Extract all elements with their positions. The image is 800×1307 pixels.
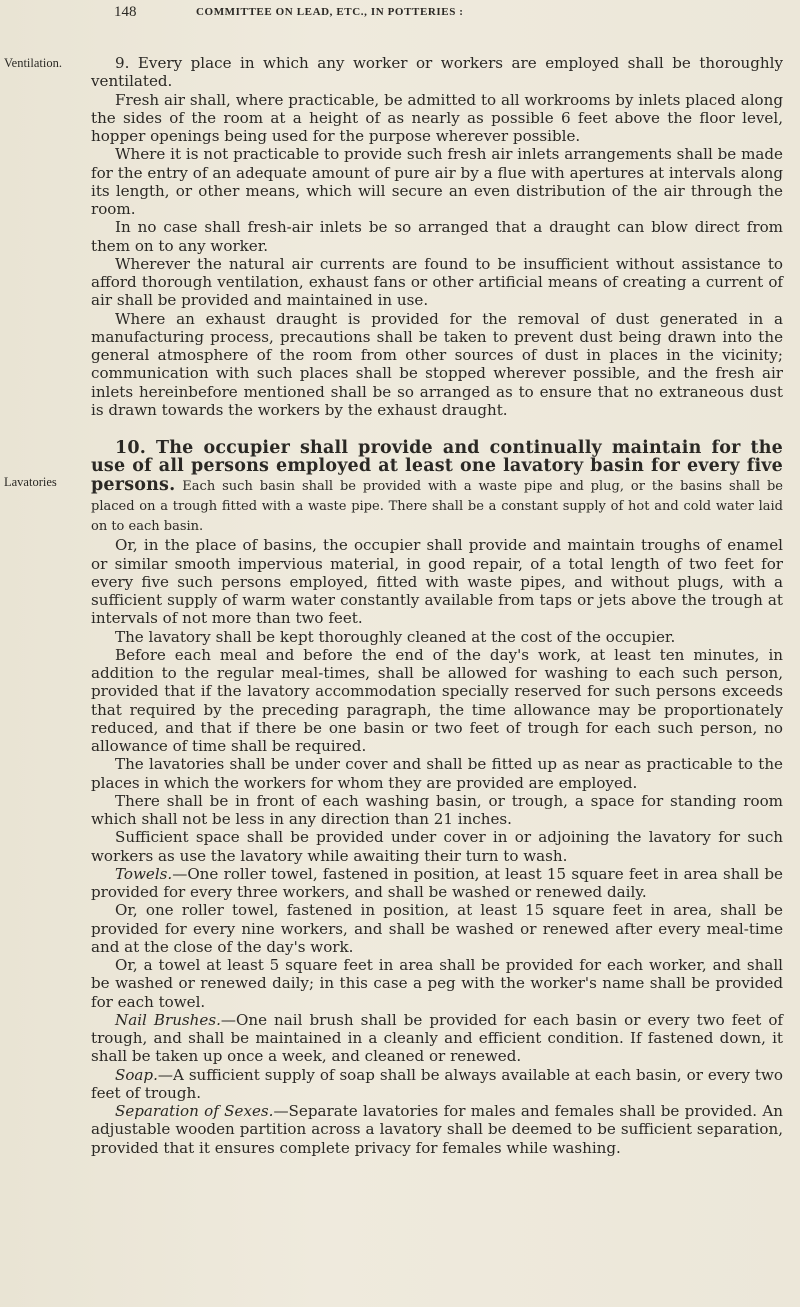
towels-label: Towels. (115, 864, 173, 883)
paragraph: Or, in the place of basins, the occupier shall provide and maintain troughs of enamel or similar smooth impervious material, in good repair, of a total length of two feet for every five such persons employed, fitted with waste pipes, and without plugs, with a sufficient supply of warm water constantly available from taps or jets above the trough at intervals of not more than two feet. (91, 536, 783, 628)
paragraph-soap (91, 1066, 783, 1103)
separation-text: —Separate lavatories for males and females shall be provided. An adjustable wooden partition across a lavatory shall be deemed to be sufficient separation, provided that it ensures complete privacy for females while washing. (91, 1102, 783, 1157)
paragraph: Sufficient space shall be provided under cover in or adjoining the lavatory for such workers as use the lavatory while awaiting their turn to wash. (91, 828, 783, 865)
paragraph: 9. Every place in which any worker or workers are employed shall be thoroughly ventilated. (91, 54, 783, 91)
body-text (91, 32, 783, 1157)
separation-label: Separation of Sexes. (115, 1102, 274, 1120)
soap-label: Soap. (115, 1065, 158, 1084)
margin-note-lavatories: Lavatories (4, 475, 57, 489)
paragraph: Or, a towel at least 5 square feet in area shall be provided for each worker, and shall be washed or renewed daily; in this case a peg with the worker's name shall be provided for each towel. (91, 956, 783, 1011)
soap-text: —A sufficient supply of soap shall be always available at each basin, or every two feet of trough. (91, 1065, 783, 1102)
paragraph: Before each meal and before the end of the day's work, at least ten minutes, in addition to the regular meal-times, shall be allowed for washing to each such person, provided that if the lavatory accommodation specially reserved for such persons exceeds that required by the preceding paragraph, the time allowance may be proportionately reduced, and that if there be one basin or two feet of trough for each such person, no allowance of time shall be required. (91, 645, 783, 755)
paragraph: Where an exhaust draught is provided for the removal of dust generated in a manufacturing process, precautions shall be taken to prevent dust being drawn into the general atmosphere of the room from other sources of dust in places in the vicinity; communication with such places shall be stopped wherever possible, and the fresh air inlets hereinbefore mentioned shall be so arranged as to ensure that no extraneous dust is drawn towards the workers by the exhaust draught. (91, 309, 783, 419)
running-title: COMMITTEE ON LEAD, ETC., IN POTTERIES : (196, 6, 464, 18)
paragraph: Or, one roller towel, fastened in position, at least 15 square feet in area, shall be provided for every nine workers, and shall be washed or renewed after every meal-time and at the close of the day's work. (91, 901, 783, 956)
paragraph-separation (91, 1102, 783, 1157)
paragraph: Fresh air shall, where practicable, be admitted to all workrooms by inlets placed along the sides of the room at a height of as nearly as possible 6 feet above the floor level, hopper openings being used for the purpose wherever possible. (91, 90, 783, 145)
paragraph: Wherever the natural air currents are found to be insufficient without assistance to afford thorough ventilation, exhaust fans or other artificial means of creating a current of air shall be provided and maintained in use. (91, 254, 783, 310)
paragraph: The lavatories shall be under cover and shall be fitted up as near as practicable to the places in which the workers for whom they are provided are employed. (91, 755, 783, 792)
paragraph: There shall be in front of each washing basin, or trough, a space for standing room which shall not be less in any direction than 21 inches. (91, 791, 783, 828)
nail-brushes-text: —One nail brush shall be provided for each basin or every two feet of trough, and shall be maintained in a cleanly and efficient condition. If fastened down, it shall be taken up once a week, and cleaned or renewed. (91, 1010, 783, 1066)
page-number: 148 (114, 4, 137, 20)
paragraph: In no case shall fresh-air inlets be so arranged that a draught can blow direct from them on to any worker. (91, 218, 783, 255)
section-lead-paragraph (91, 439, 783, 536)
section-lead: 10. The occupier shall provide and continually maintain for the use of all persons employed at least one lavatory basin for every five persons. (91, 438, 783, 495)
running-head (0, 4, 800, 34)
paragraph: The lavatory shall be kept thoroughly cleaned at the cost of the occupier. (115, 627, 676, 646)
nail-brushes-label: Nail Brushes. (115, 1010, 221, 1029)
paragraph: Where it is not practicable to provide such fresh air inlets arrangements shall be made for the entry of an adequate amount of pure air by a flue with apertures at intervals along its length, or other means, which will secure an even distribution of the air through the room. (91, 145, 783, 218)
margin-note-ventilation: Ventilation. (4, 56, 62, 70)
section-lead-tail: Each such basin shall be provided with a waste pipe and plug, or the basins shall be placed on a trough fitted with a waste pipe. There shall be a constant supply of hot and cold water laid on to each basin. (91, 478, 783, 534)
paragraph-nail-brushes (91, 1011, 783, 1066)
paragraph-towels (91, 865, 783, 902)
towels-text: —One roller towel, fastened in position, at least 15 square feet in area shall be provided for every three workers, and shall be washed or renewed daily. (91, 864, 783, 901)
